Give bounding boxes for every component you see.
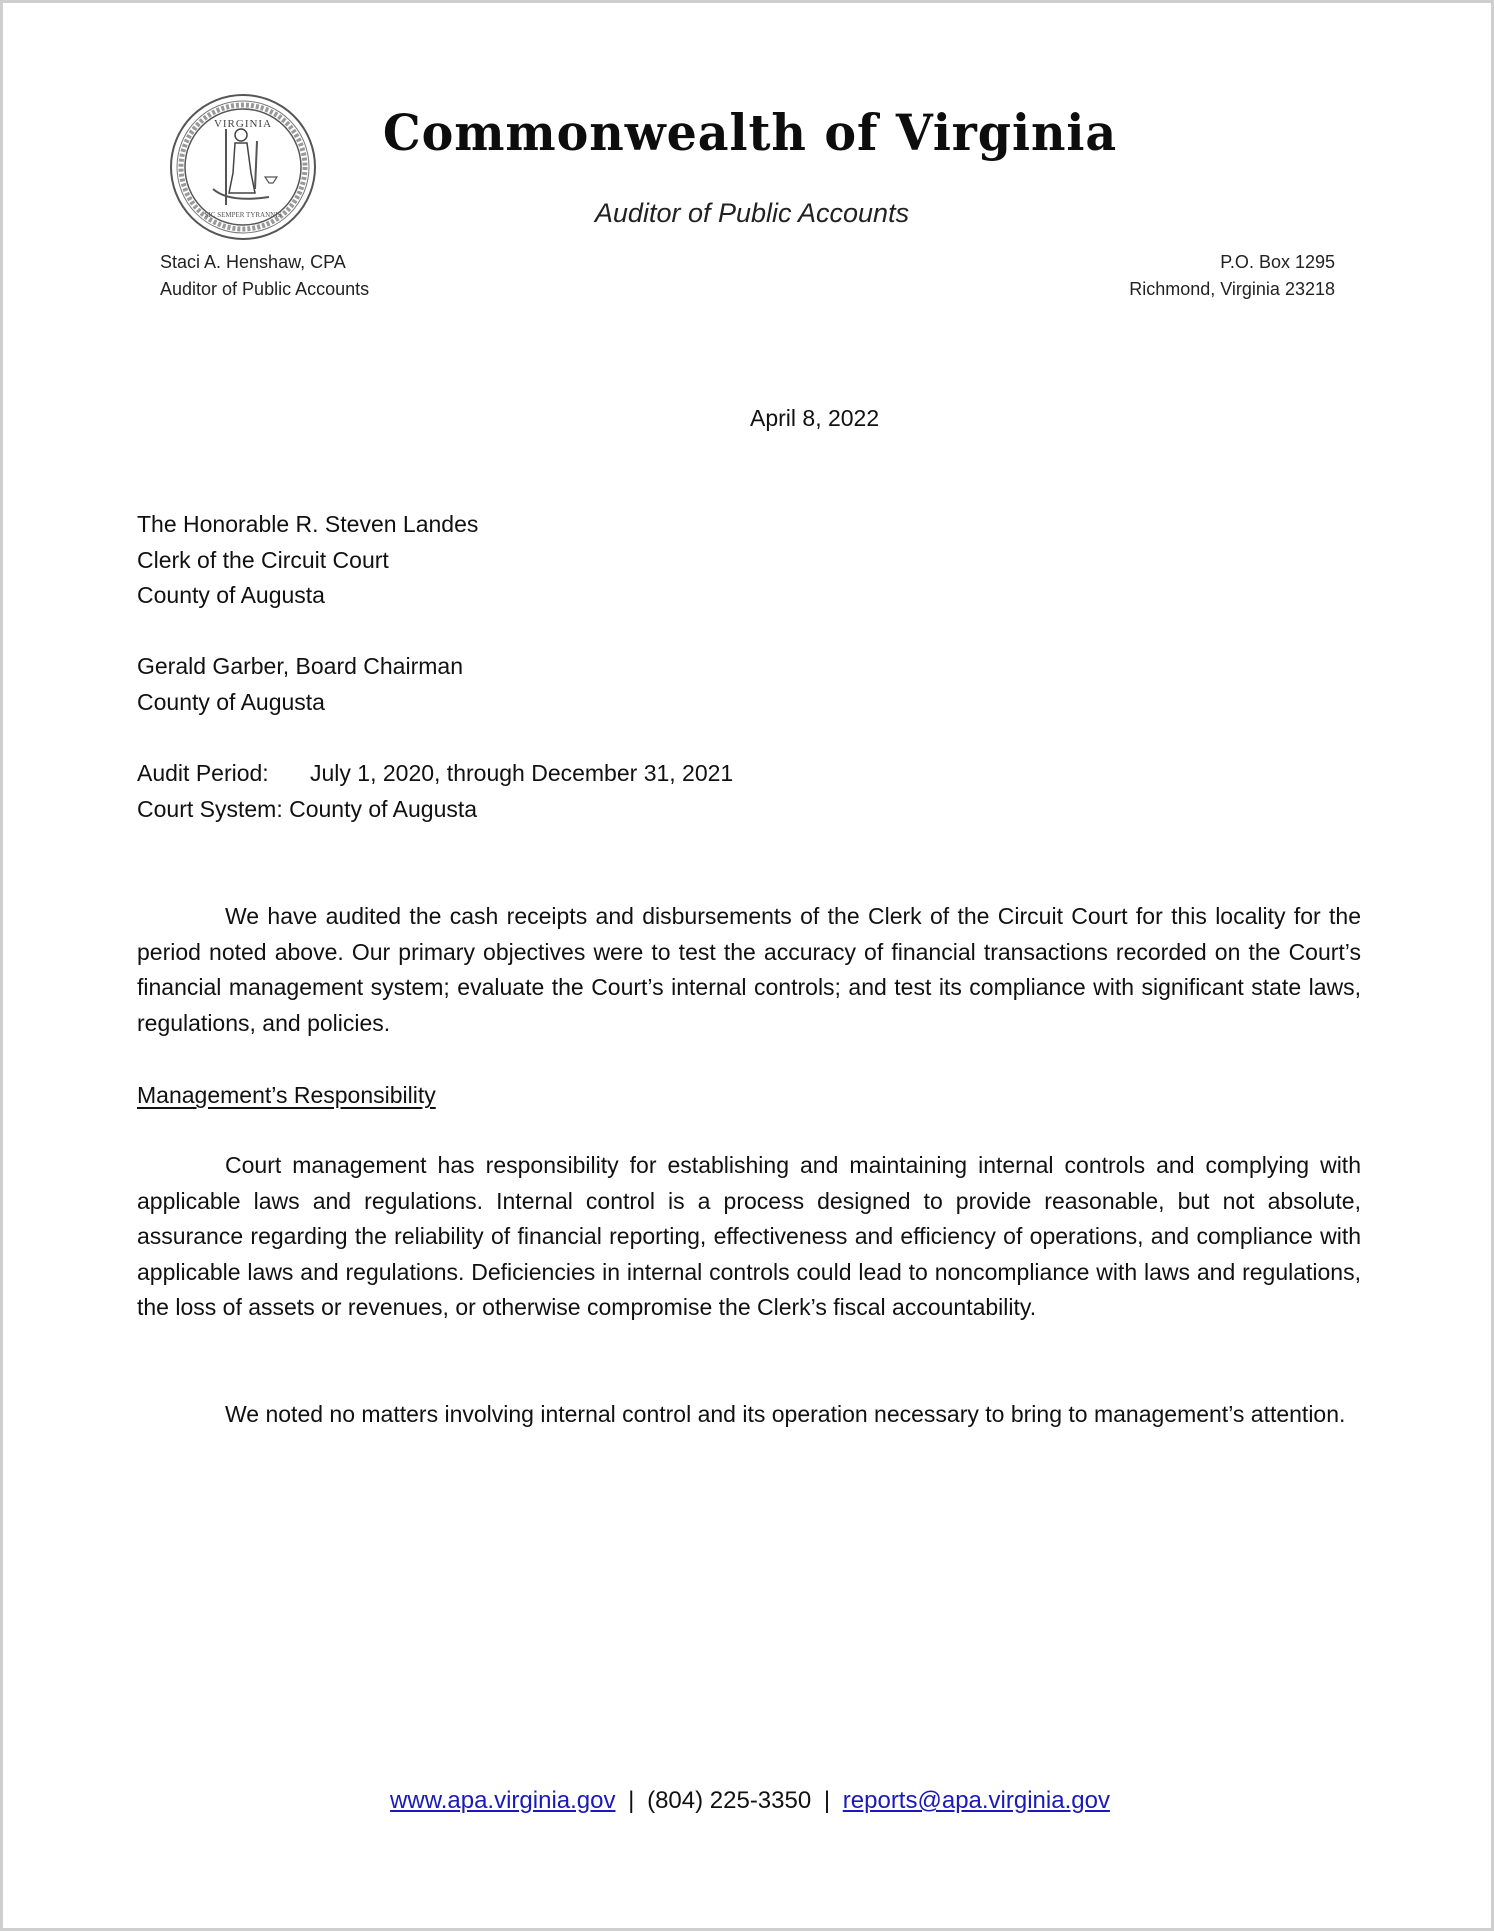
footer-separator: | [628, 1787, 635, 1814]
auditor-name: Staci A. Henshaw, CPA [160, 252, 346, 272]
audit-period-value: July 1, 2020, through December 31, 2021 [310, 760, 734, 786]
court-system-label: Court System: [137, 796, 283, 822]
court-system-value: County of Augusta [289, 796, 478, 822]
city-state-zip: Richmond, Virginia 23218 [1129, 279, 1335, 299]
recipient-1-locality: County of Augusta [137, 582, 325, 608]
letterhead-title: Commonwealth of Virginia [382, 103, 1118, 162]
letter-date: April 8, 2022 [750, 405, 880, 431]
email-link[interactable]: reports@apa.virginia.gov [842, 1787, 1110, 1814]
body-paragraph-3 [137, 1397, 1361, 1433]
body-paragraph-1 [137, 899, 1361, 1041]
website-link[interactable]: www.apa.virginia.gov [390, 1787, 616, 1814]
letterhead-subtitle: Auditor of Public Accounts [594, 198, 910, 228]
audit-period-label: Audit Period: [137, 760, 269, 786]
auditor-contact [160, 249, 369, 303]
po-box: P.O. Box 1295 [1220, 252, 1335, 272]
recipient-2-name: Gerald Garber, Board Chairman [137, 653, 463, 679]
auditor-title: Auditor of Public Accounts [160, 279, 370, 299]
audit-period [137, 758, 733, 788]
body-paragraph-2 [137, 1148, 1361, 1326]
svg-text:SIC SEMPER TYRANNIS: SIC SEMPER TYRANNIS [204, 211, 282, 219]
recipient-1-name: The Honorable R. Steven Landes [137, 511, 479, 537]
footer-contact [3, 1785, 1494, 1817]
court-system [137, 794, 477, 824]
phone-number: (804) 225-3350 [647, 1787, 812, 1814]
office-address [1129, 249, 1335, 303]
section-heading-management-responsibility: Management’s Responsibility [137, 1082, 436, 1108]
recipient-2-locality: County of Augusta [137, 689, 325, 715]
paragraph-1-text: We have audited the cash receipts and disbursements of the Clerk of the Circuit Court for this locality for the period noted above. Our primary objectives were to test the accuracy of financial transactions recorded on the Court’s financial management system; evaluate the Court’s internal controls; and test its compliance with significant state laws, regulations, and policies. [137, 903, 1361, 1036]
paragraph-3-text: We noted no matters involving internal control and its operation necessary to bring to management’s attention. [225, 1401, 1346, 1427]
svg-text:VIRGINIA: VIRGINIA [213, 118, 273, 130]
footer-separator: | [823, 1787, 831, 1814]
paragraph-2-text: Court management has responsibility for establishing and maintaining internal controls and complying with applicable laws and regulations. Internal control is a process designed to provide reasonable, but not absolute, assurance regarding the reliability of financial reporting, effectiveness and efficiency of operations, and compliance with applicable laws and regulations. Deficiencies in internal controls could lead to noncompliance with laws and regulations, the loss of assets or revenues, or otherwise compromise the Clerk’s fiscal accountability. [137, 1152, 1361, 1321]
recipient-1-title: Clerk of the Circuit Court [137, 547, 389, 573]
